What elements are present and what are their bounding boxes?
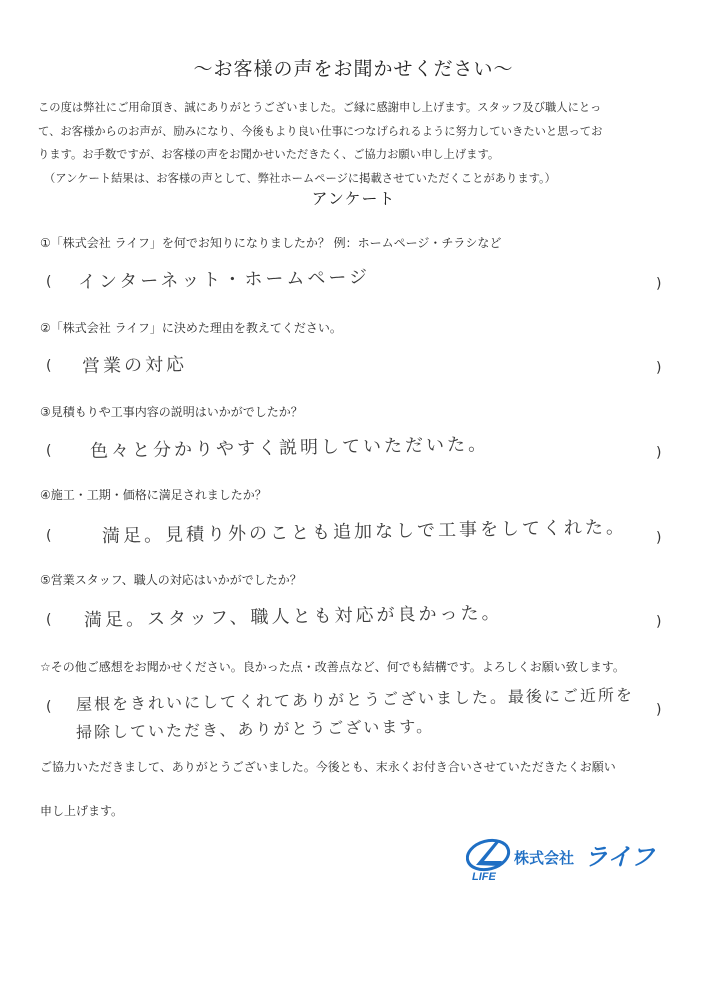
intro-text xyxy=(38,96,678,190)
question-1: ①「株式会社 ライフ」を何でお知りになりましたか？ 例：ホームページ・チラシなど xyxy=(40,236,502,250)
answer-close-paren: ) xyxy=(656,702,662,718)
question-4: ④施工・工期・価格に満足されましたか？ xyxy=(40,488,267,502)
answer-open-paren: ( xyxy=(46,699,52,715)
answer-2: 営業の対応 xyxy=(81,354,188,377)
intro-line: この度は弊社にご用命頂き、誠にありがとうございました。ご縁に感謝申し上げます。スタッフ及び職人にとっ xyxy=(38,101,602,114)
answer-close-paren: ) xyxy=(656,614,662,630)
answer-open-paren: ( xyxy=(46,443,52,459)
answer-close-paren: ) xyxy=(656,445,662,461)
intro-line: ります。お手数ですが、お客様の声をお聞かせいただきたく、ご協力お願い申し上げます。 xyxy=(38,148,500,161)
comments-answer-line-2: 掃除していただき、ありがとうございます。 xyxy=(75,716,435,742)
answer-open-paren: ( xyxy=(46,274,52,290)
life-logo-mark-icon xyxy=(466,835,666,883)
intro-line: て、お客様からのお声が、励みになり、今後もより良い仕事につなげられるように努力していきたいと思ってお xyxy=(38,124,603,138)
answer-1: インターネット・ホームページ xyxy=(77,266,371,293)
answer-close-paren: ) xyxy=(656,276,662,292)
logo-mark-text: LIFE xyxy=(472,871,496,883)
closing-line: ご協力いただきまして、ありがとうございました。今後とも、末永くお付き合いさせていただきたくお願い xyxy=(40,760,616,774)
answer-open-paren: ( xyxy=(46,358,52,374)
answer-5: 満足。スタッフ、職人とも対応が良かった。 xyxy=(83,602,503,631)
logo-brand: ライフ xyxy=(584,843,655,871)
page-title: 〜お客様の声をお聞かせください〜 xyxy=(193,58,514,80)
comments-prompt: ☆その他ご感想をお聞かせください。良かった点・改善点など、何でも結構です。よろしくお願い致します。 xyxy=(40,660,625,674)
survey-heading: アンケート xyxy=(311,189,396,208)
answer-close-paren: ) xyxy=(656,530,662,546)
answer-4: 満足。見積り外のことも追加なしで工事をしてくれた。 xyxy=(101,516,628,547)
answer-open-paren: ( xyxy=(46,612,52,628)
comments-answer-line-1: 屋根をきれいにしてくれてありがとうございました。最後にご近所を xyxy=(75,685,635,714)
question-5: ⑤営業スタッフ、職人の対応はいかがでしたか？ xyxy=(40,573,302,587)
intro-note: （アンケート結果は、お客様の声として、弊社ホームページに掲載させていただくことがあります。） xyxy=(44,171,556,185)
answer-open-paren: ( xyxy=(46,528,52,544)
closing-text xyxy=(40,745,680,833)
question-3: ③見積もりや工事内容の説明はいかがでしたか？ xyxy=(40,405,303,419)
closing-line: 申し上げます。 xyxy=(40,804,124,818)
logo-company: 株式会社 xyxy=(514,849,575,867)
answer-3: 色々と分かりやすく説明していただいた。 xyxy=(89,434,490,462)
answer-close-paren: ) xyxy=(656,360,662,376)
question-2: ②「株式会社 ライフ」に決めた理由を教えてください。 xyxy=(40,321,342,335)
company-logo xyxy=(466,835,666,883)
